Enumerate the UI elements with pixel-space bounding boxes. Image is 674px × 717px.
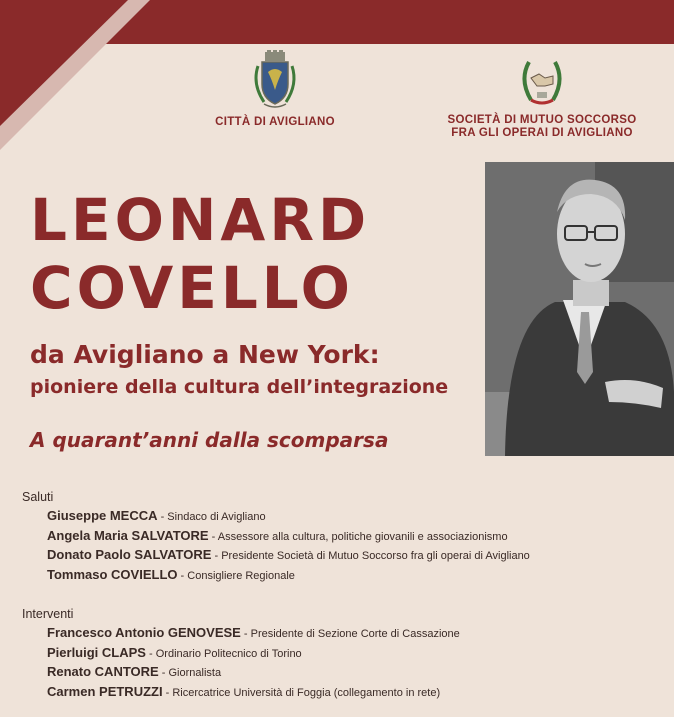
societa-logo bbox=[430, 56, 654, 140]
speaker-role: Consigliere Regionale bbox=[187, 569, 295, 582]
societa-caption-line2: FRA GLI OPERAI DI AVIGLIANO bbox=[451, 127, 633, 139]
handshake-wreath-icon bbox=[517, 56, 567, 108]
list-item: Tommaso COVIELLO - Consigliere Regionale bbox=[47, 566, 295, 582]
speaker-name: Tommaso COVIELLO bbox=[47, 566, 178, 582]
title-first-name: LEONARD bbox=[30, 186, 371, 254]
saluti-section bbox=[22, 490, 530, 585]
speaker-role: Giornalista bbox=[168, 667, 222, 679]
corner-accent-dark bbox=[0, 0, 128, 126]
speaker-name: Angela Maria SALVATORE bbox=[47, 527, 209, 543]
list-item: Francesco Antonio GENOVESE - Presidente di Sezione Corte di Cassazione bbox=[47, 625, 460, 640]
speaker-role: Sindaco di Avigliano bbox=[167, 511, 266, 523]
list-item: Giuseppe MECCA - Sindaco di Avigliano bbox=[47, 508, 266, 523]
speaker-name: Carmen PETRUZZI bbox=[47, 683, 163, 699]
subtitle-line1: da Avigliano a New York: bbox=[30, 340, 380, 369]
speaker-role: Ordinario Politecnico di Torino bbox=[155, 647, 302, 660]
interventi-label: Interventi bbox=[22, 607, 74, 621]
saluti-label: Saluti bbox=[22, 490, 54, 504]
comune-caption: CITTÀ DI AVIGLIANO bbox=[215, 116, 335, 128]
subtitle-line2: pioniere della cultura dell’integrazione bbox=[30, 376, 449, 398]
speaker-role: Presidente di Sezione Corte di Cassazione bbox=[250, 628, 460, 640]
list-item: Angela Maria SALVATORE - Assessore alla cultura, politiche giovanili e associazionismo bbox=[47, 527, 508, 543]
speaker-role: Ricercatrice Università di Foggia (collegamento in rete) bbox=[172, 686, 441, 699]
interventi-section bbox=[22, 607, 460, 702]
list-item: Renato CANTORE - Giornalista bbox=[47, 664, 222, 679]
speaker-role: Presidente Società di Mutuo Soccorso fra gli operai di Avigliano bbox=[221, 550, 530, 562]
list-item: Carmen PETRUZZI - Ricercatrice Università di Foggia (collegamento in rete) bbox=[47, 683, 441, 699]
societa-caption-line1: SOCIETÀ DI MUTUO SOCCORSO bbox=[447, 114, 637, 126]
list-item: Pierluigi CLAPS - Ordinario Politecnico di Torino bbox=[47, 644, 302, 660]
comune-logo bbox=[205, 50, 345, 129]
speaker-name: Giuseppe MECCA bbox=[47, 508, 158, 523]
portrait-photo bbox=[485, 162, 674, 456]
title-last-name: COVELLO bbox=[30, 254, 354, 322]
anniversary-tagline: A quarant’anni dalla scomparsa bbox=[30, 428, 389, 452]
speaker-name: Donato Paolo SALVATORE bbox=[47, 547, 212, 562]
speaker-name: Renato CANTORE bbox=[47, 664, 159, 679]
coat-of-arms-icon bbox=[248, 50, 302, 110]
speaker-name: Francesco Antonio GENOVESE bbox=[47, 625, 241, 640]
speaker-role: Assessore alla cultura, politiche giovanili e associazionismo bbox=[217, 530, 508, 543]
speaker-name: Pierluigi CLAPS bbox=[47, 644, 146, 660]
list-item: Donato Paolo SALVATORE - Presidente Società di Mutuo Soccorso fra gli operai di Avigliano bbox=[47, 547, 530, 562]
